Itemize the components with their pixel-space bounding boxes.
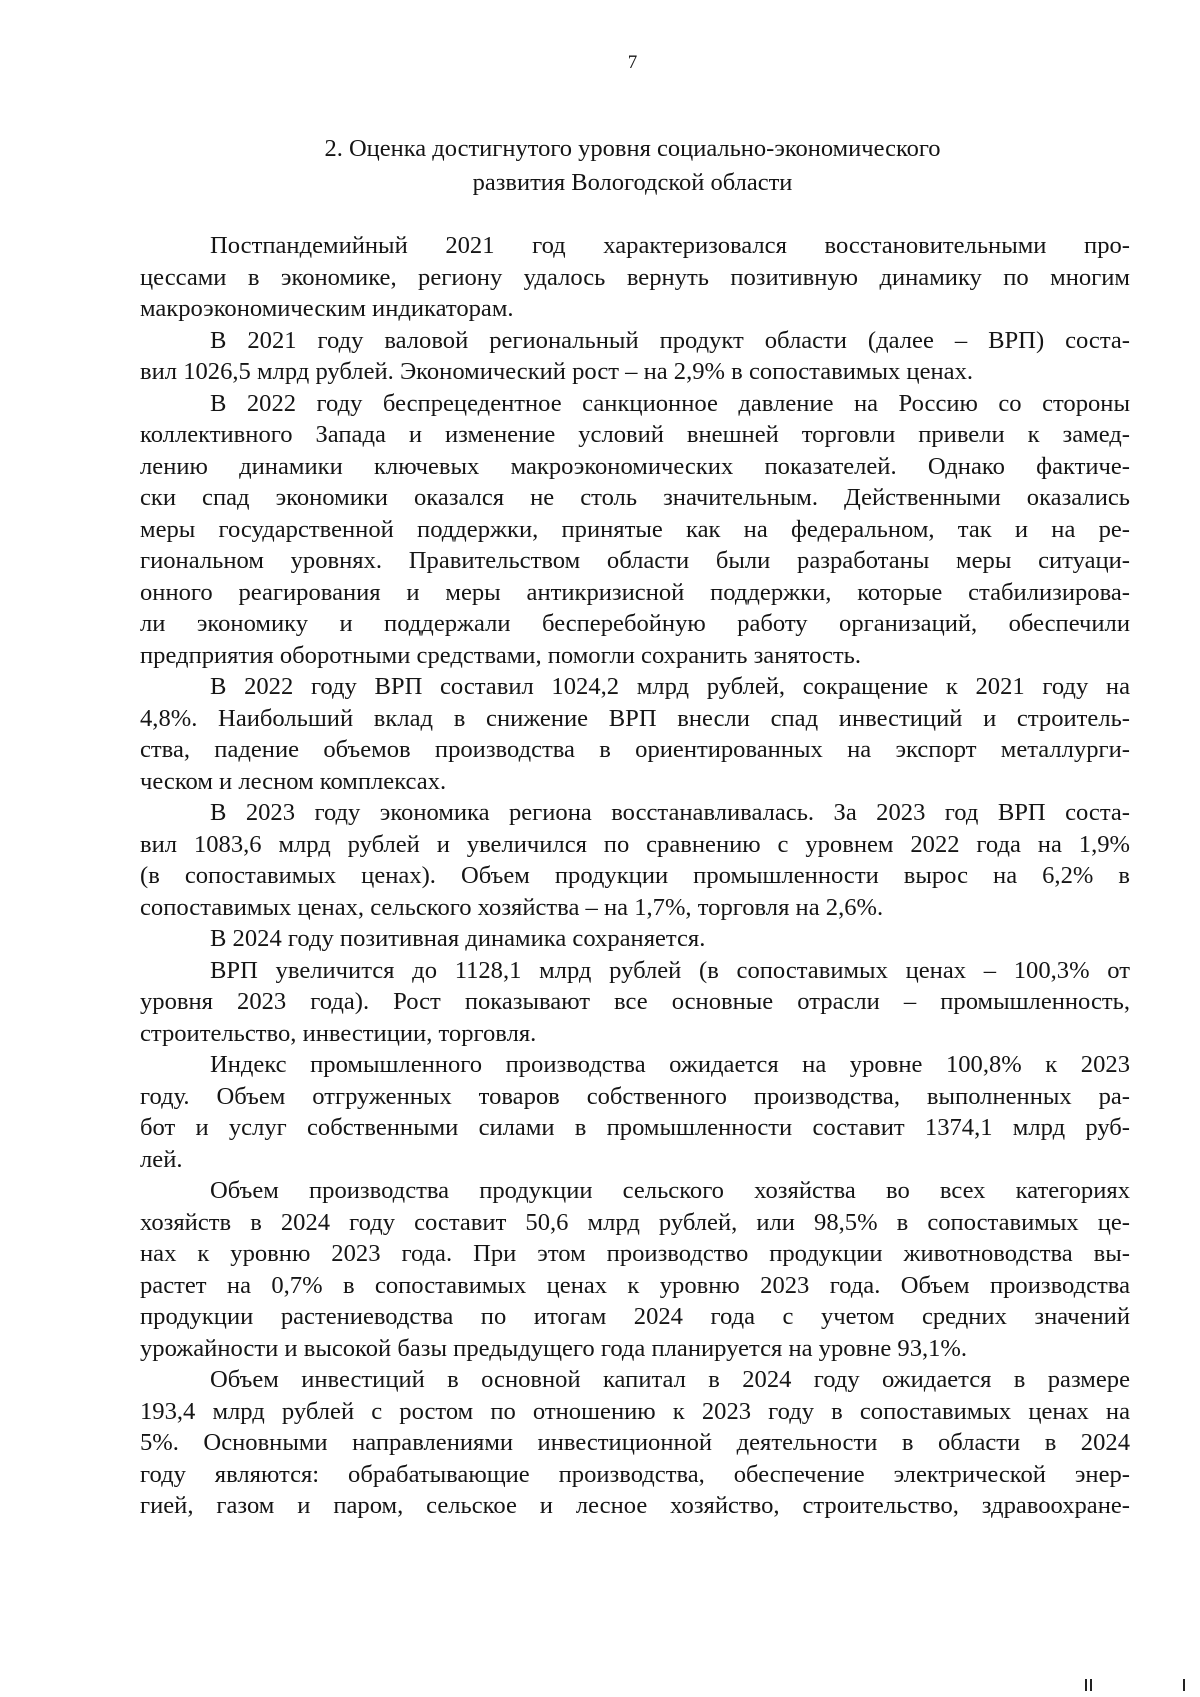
body-text: [140, 230, 1130, 1522]
scan-artifact-mark: [1183, 1679, 1185, 1691]
text-line: уровня 2023 года). Рост показывают все основные отрасли – промышленность,: [140, 988, 1130, 1015]
text-line: лей.: [140, 1145, 183, 1173]
scan-artifact-mark: [1090, 1679, 1092, 1691]
text-line: году. Объем отгруженных товаров собственного производства, выполненных ра-: [140, 1082, 1130, 1110]
text-line: ческом и лесном комплексах.: [140, 767, 447, 795]
text-line: вил 1083,6 млрд рублей и увеличился по сравнению с уровнем 2022 года на 1,9%: [140, 830, 1130, 858]
text-line: ства, падение объемов производства в ориентированных на экспорт металлурги-: [140, 736, 1130, 763]
page-number: 7: [627, 52, 638, 73]
text-line: Постпандемийный 2021 год характеризовался восстановительными про-: [210, 232, 1130, 259]
section-heading: [140, 132, 1125, 200]
section-heading-line-2: развития Вологодской области: [472, 169, 793, 196]
text-line: году являются: обрабатывающие производства, обеспечение электрической энер-: [140, 1460, 1130, 1488]
text-line: Индекс промышленного производства ожидается на уровне 100,8% к 2023: [210, 1051, 1130, 1078]
text-line: нах к уровню 2023 года. При этом производство продукции животноводства вы-: [140, 1240, 1130, 1267]
text-line: 4,8%. Наибольший вклад в снижение ВРП внесли спад инвестиций и строитель-: [140, 704, 1130, 732]
text-line: 193,4 млрд рублей с ростом по отношению к 2023 году в сопоставимых ценах на: [140, 1397, 1130, 1425]
section-heading-line-1: 2. Оценка достигнутого уровня социально-экономического: [324, 135, 941, 162]
scan-artifact-mark: [1085, 1679, 1087, 1691]
text-line: строительство, инвестиции, торговля.: [140, 1019, 537, 1047]
text-line: цессами в экономике, региону удалось вернуть позитивную динамику по многим: [140, 263, 1130, 291]
text-line: продукции растениеводства по итогам 2024 года с учетом средних значений: [140, 1303, 1130, 1330]
text-line: сопоставимых ценах, сельского хозяйства – на 1,7%, торговля на 2,6%.: [140, 893, 884, 921]
text-line: В 2022 году ВРП составил 1024,2 млрд рублей, сокращение к 2021 году на: [210, 673, 1130, 700]
text-line: предприятия оборотными средствами, помогли сохранить занятость.: [140, 641, 862, 669]
text-line: В 2021 году валовой региональный продукт области (далее – ВРП) соста-: [210, 326, 1130, 354]
text-line: лению динамики ключевых макроэкономических показателей. Однако фактиче-: [140, 452, 1130, 480]
text-line: макроэкономическим индикаторам.: [140, 295, 514, 322]
text-line: онного реагирования и меры антикризисной поддержки, которые стабилизирова-: [140, 578, 1130, 606]
text-line: ски спад экономики оказался не столь значительным. Действенными оказались: [140, 484, 1130, 511]
text-line: (в сопоставимых ценах). Объем продукции промышленности вырос на 6,2% в: [140, 862, 1130, 889]
text-line: гиональном уровнях. Правительством области были разработаны меры ситуаци-: [140, 547, 1130, 574]
text-line: гией, газом и паром, сельское и лесное хозяйство, строительство, здравоохране-: [140, 1492, 1130, 1519]
text-line: В 2022 году беспрецедентное санкционное давление на Россию со стороны: [210, 389, 1130, 417]
text-line: коллективного Запада и изменение условий внешней торговли привели к замед-: [140, 421, 1130, 448]
text-line: вил 1026,5 млрд рублей. Экономический рост – на 2,9% в сопоставимых ценах.: [140, 358, 974, 385]
text-line: растет на 0,7% в сопоставимых ценах к уровню 2023 года. Объем производства: [140, 1271, 1130, 1299]
text-line: В 2024 году позитивная динамика сохраняется.: [210, 925, 706, 952]
text-line: ли экономику и поддержали бесперебойную работу организаций, обеспечили: [140, 610, 1130, 637]
text-line: Объем инвестиций в основной капитал в 2024 году ожидается в размере: [210, 1366, 1130, 1393]
text-line: бот и услуг собственными силами в промышленности составит 1374,1 млрд руб-: [140, 1114, 1130, 1141]
text-line: 5%. Основными направлениями инвестиционной деятельности в области в 2024: [140, 1429, 1130, 1456]
text-line: ВРП увеличится до 1128,1 млрд рублей (в сопоставимых ценах – 100,3% от: [210, 956, 1130, 984]
text-line: урожайности и высокой базы предыдущего года планируется на уровне 93,1%.: [140, 1334, 968, 1362]
text-line: Объем производства продукции сельского хозяйства во всех категориях: [210, 1177, 1130, 1204]
text-line: меры государственной поддержки, принятые как на федеральном, так и на ре-: [140, 515, 1130, 543]
text-line: хозяйств в 2024 году составит 50,6 млрд рублей, или 98,5% в сопоставимых це-: [140, 1208, 1130, 1236]
text-line: В 2023 году экономика региона восстанавливалась. За 2023 год ВРП соста-: [210, 799, 1130, 826]
